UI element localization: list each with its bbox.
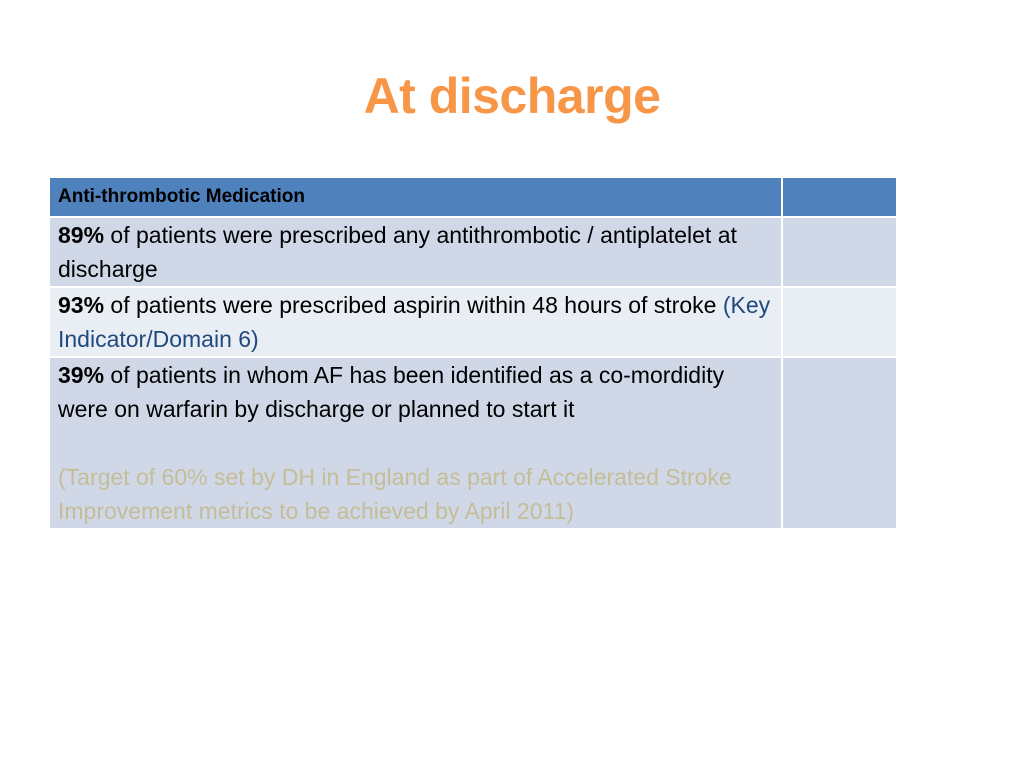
percent-value: 39% [58,362,105,388]
table-row [49,287,897,357]
percent-value: 89% [58,222,105,248]
header-empty-cell [782,177,897,217]
slide-title: At discharge [363,68,661,124]
statement-text: of patients were prescribed any antithrombotic / antiplatelet at discharge [58,222,737,282]
table-cell-empty [782,217,897,287]
table-cell-empty [782,357,897,529]
header-medication-label: Anti-thrombotic Medication [49,177,782,217]
table-row [49,217,897,287]
percent-value: 93% [58,292,105,318]
medication-table [48,176,898,530]
table-cell-empty [782,287,897,357]
statement-text: of patients were prescribed aspirin within 48 hours of stroke [104,292,723,318]
table-row [49,357,897,529]
key-indicator-text: (Key Indicator/Domain 6) [58,292,771,352]
table-header-row [49,177,897,217]
table-cell-statement [49,357,782,529]
target-note-text: (Target of 60% set by DH in England as part of Accelerated Stroke Improvement metrics to be achieved by April 2011) [58,464,732,524]
statement-text: of patients in whom AF has been identified as a co-mordidity were on warfarin by discharge or planned to start it [58,362,725,422]
table-cell-statement [49,217,782,287]
table-cell-statement [49,287,782,357]
